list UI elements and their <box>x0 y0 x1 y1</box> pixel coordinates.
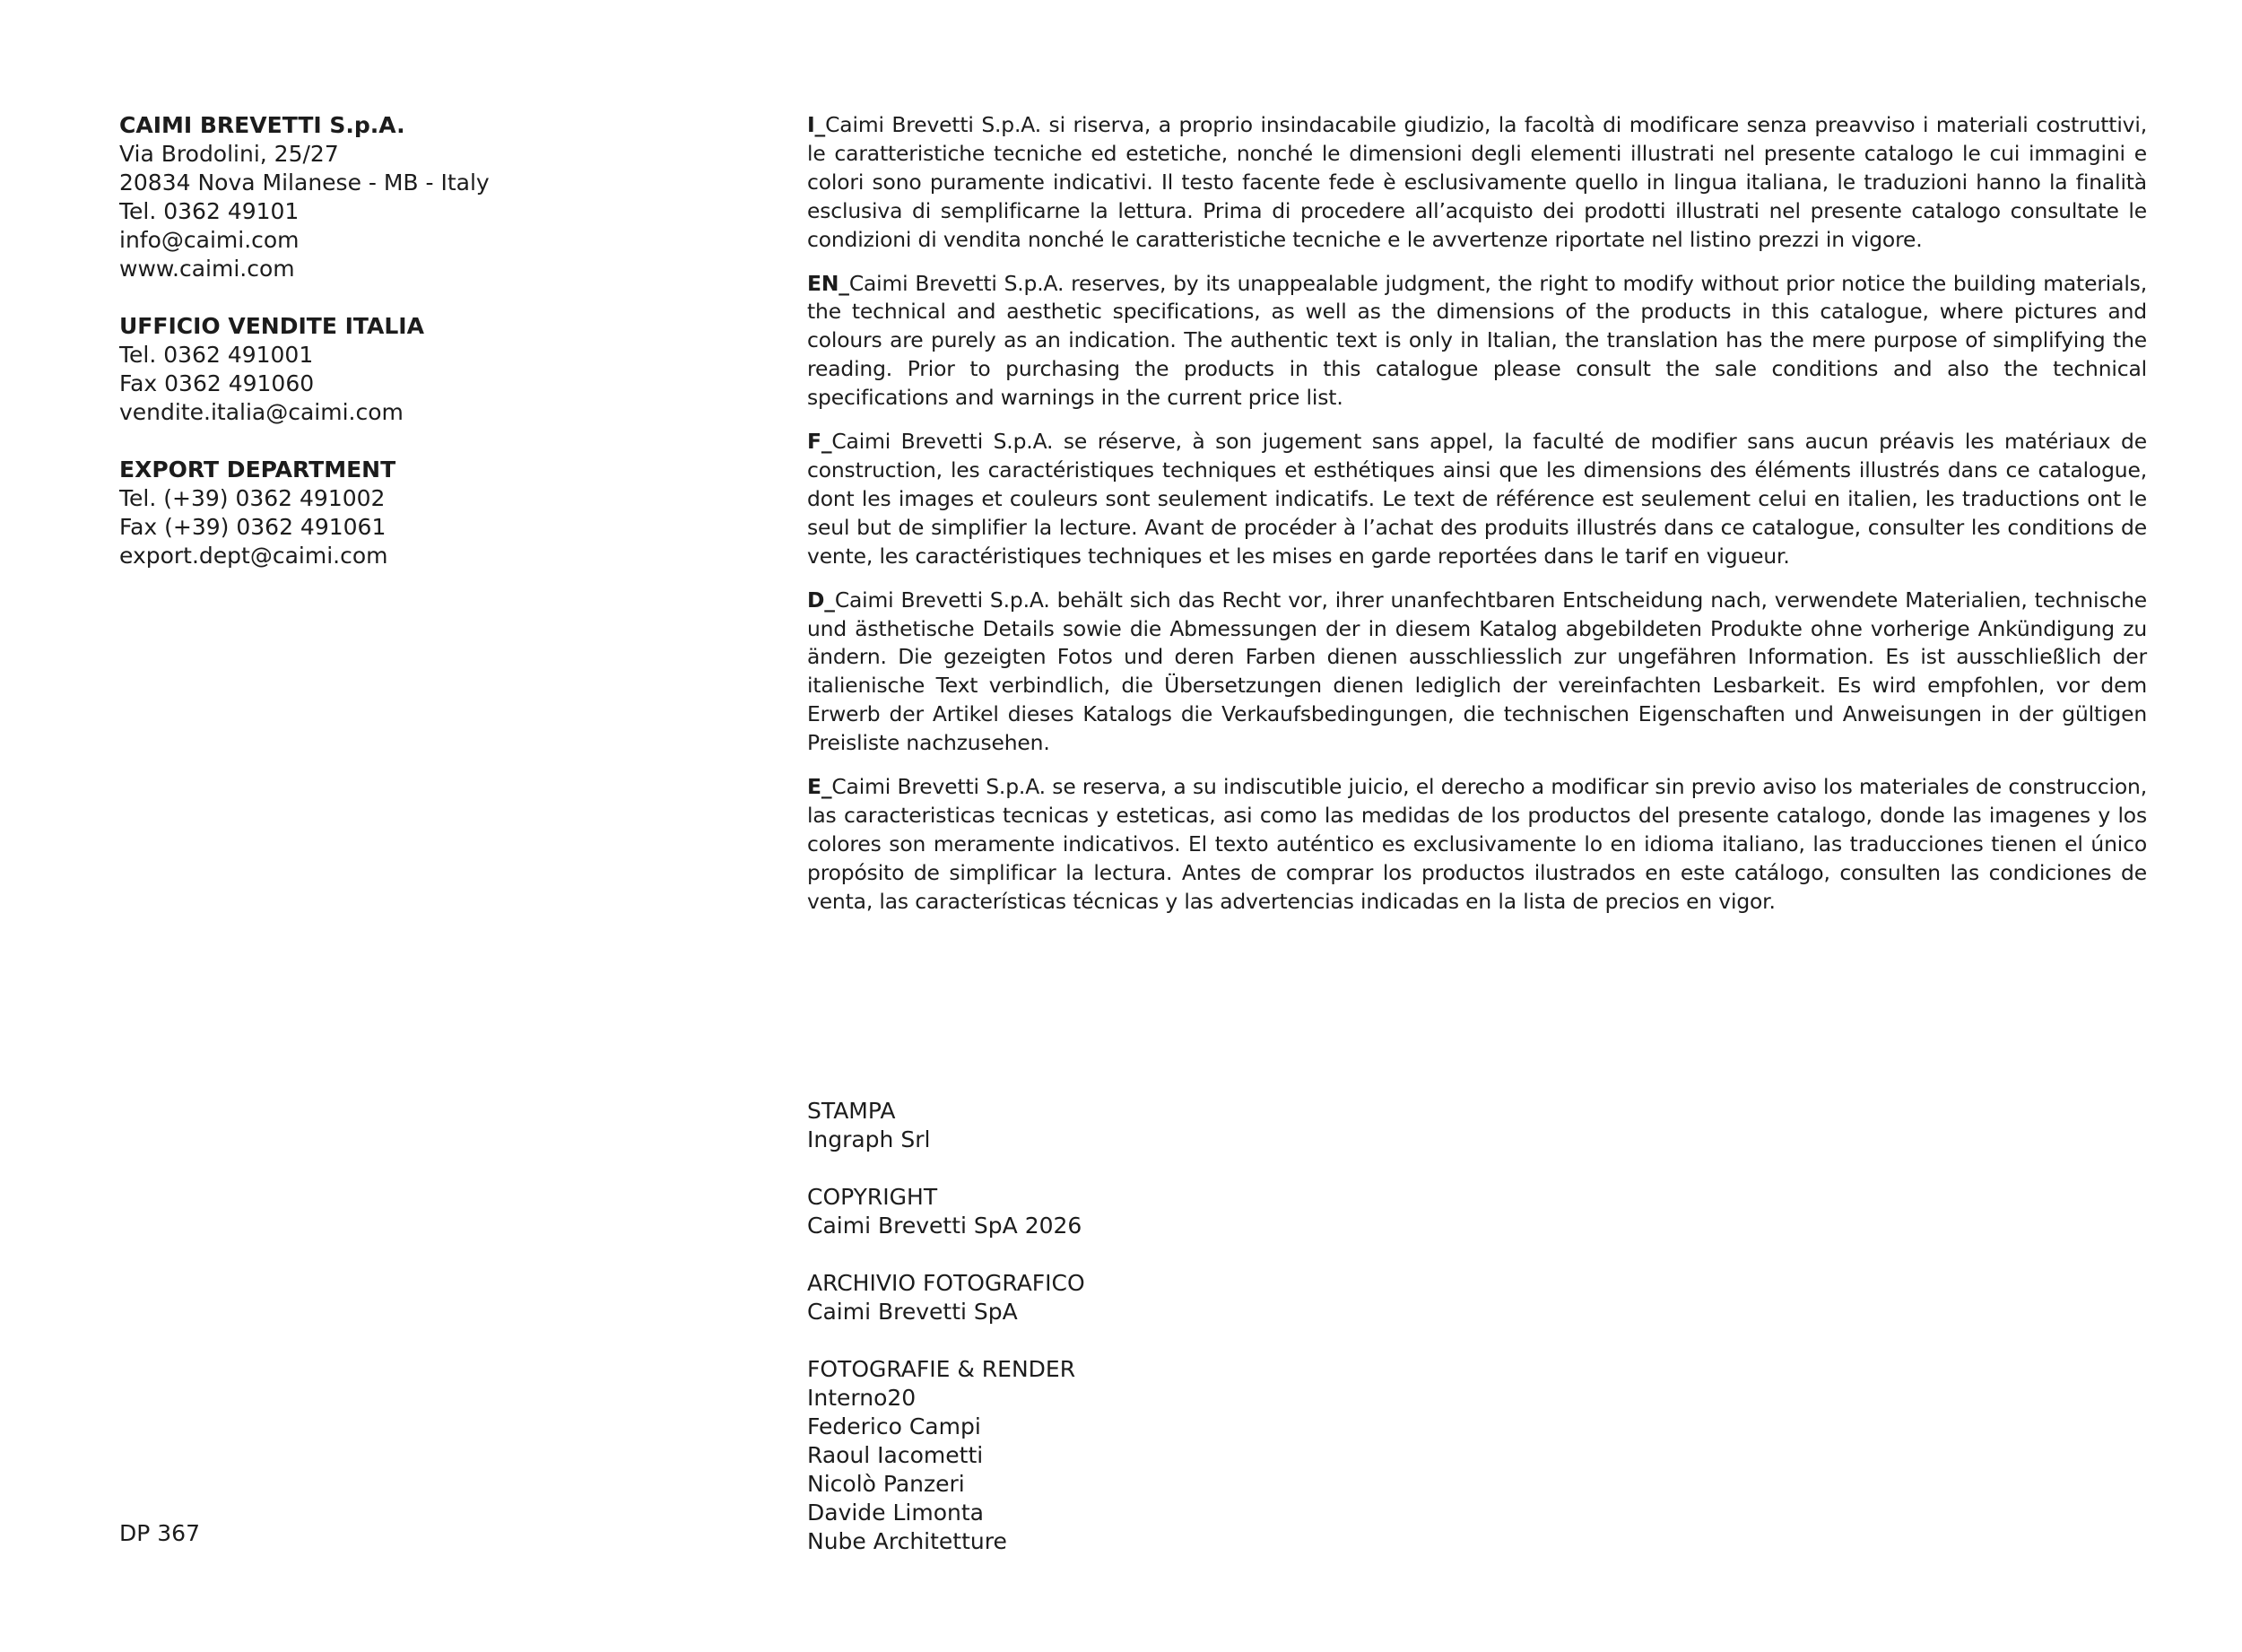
credit-entry: Caimi Brevetti SpA <box>807 1299 1018 1325</box>
credit-entry: Davide Limonta <box>807 1500 984 1526</box>
credit-photography <box>807 1355 1614 1556</box>
disclaimers-column <box>807 111 2147 932</box>
credit-print <box>807 1097 1614 1154</box>
export-heading: EXPORT DEPARTMENT <box>119 456 396 483</box>
disclaimer-text: Caimi Brevetti S.p.A. si riserva, a proprio insindacabile giudizio, la facoltà di modificare senza preavviso i materiali costruttivi, le caratteristiche tecniche ed estetiche, nonché le dimensioni degli elementi illustrati nel presente catalogo le cui immagini e colori sono puramente indicativi. Il testo facente fede è esclusivamente quello in lingua italiana, le traduzioni hanno la finalità esclusiva di semplificarne la lettura. Prima di procedere all’acquisto dei prodotti illustrati nel presente catalogo consultate le condizioni di vendita nonché le caratteristiche tecniche e le avvertenze riportate nel listino prezzi in vigore. <box>807 112 2147 252</box>
disclaimer-text: Caimi Brevetti S.p.A. se reserva, a su indiscutible juicio, el derecho a modificar sin previo aviso los materiales de construccion, las caracteristicas tecnicas y esteticas, asi como las medidas de los productos del presente catalogo, donde las imagenes y los colores son meramente indicativos. El texto auténtico es exclusivamente lo en idioma italiano, las traducciones tienen el único propósito de simplificar la lectura. Antes de comprar los productos ilustrados en este catálogo, consulten las condiciones de venta, las características técnicas y las advertencias indicadas en la lista de precios en vigor. <box>807 774 2147 914</box>
disclaimer-text: Caimi Brevetti S.p.A. reserves, by its unappealable judgment, the right to modify without prior notice the building materials, the technical and aesthetic specifications, as well as the dimensions of the products in this catalogue, where pictures and colours are purely as an indication. The authentic text is only in Italian, the translation has the mere purpose of simplifying the reading. Prior to purchasing the products in this catalogue please consult the sale conditions and also the technical specifications and warnings in the current price list. <box>807 270 2147 411</box>
credit-heading: COPYRIGHT <box>807 1184 938 1210</box>
export-fax: Fax (+39) 0362 491061 <box>119 514 387 540</box>
credit-entry: Nube Architetture <box>807 1528 1007 1554</box>
credit-heading: STAMPA <box>807 1098 896 1124</box>
disclaimer-text: Caimi Brevetti S.p.A. behält sich das Recht vor, ihrer unanfechtbaren Entscheidung nach, verwendete Materialien, technische und ästhetische Details sowie die Abmessungen der in diesem Katalog abgebildeten Produkte ohne vorherige Ankündigung zu ändern. Die gezeigten Fotos und deren Farben dienen ausschliesslich zur ungefähren Information. Es ist ausschließlich der italienische Text verbindlich, die Übersetzungen dienen lediglich der vereinfachten Lesbarkeit. Es wird empfohlen, vor dem Erwerb der Artikel dieses Katalogs die Verkaufsbedingungen, die technischen Eigenschaften und Anweisungen in der gültigen Preisliste nachzusehen. <box>807 587 2147 756</box>
company-contact <box>119 111 693 283</box>
credit-entry: Interno20 <box>807 1385 917 1411</box>
disclaimer-lang-code: I_ <box>807 112 826 137</box>
disclaimer-lang-code: F_ <box>807 429 832 455</box>
disclaimer-french <box>807 428 2147 571</box>
credit-entry: Caimi Brevetti SpA 2026 <box>807 1213 1082 1239</box>
sales-italy-heading: UFFICIO VENDITE ITALIA <box>119 313 424 339</box>
export-tel: Tel. (+39) 0362 491002 <box>119 485 386 511</box>
credit-entry: Raoul Iacometti <box>807 1442 984 1468</box>
credit-heading: ARCHIVIO FOTOGRAFICO <box>807 1270 1085 1296</box>
credit-entry: Federico Campi <box>807 1413 981 1439</box>
disclaimer-spanish <box>807 773 2147 917</box>
disclaimer-lang-code: D_ <box>807 587 835 613</box>
sales-italy-email[interactable]: vendite.italia@caimi.com <box>119 399 404 425</box>
credit-photo-archive <box>807 1269 1614 1326</box>
disclaimer-german <box>807 587 2147 758</box>
contacts-column <box>119 111 693 599</box>
disclaimer-lang-code: EN_ <box>807 270 849 296</box>
company-city: 20834 Nova Milanese - MB - Italy <box>119 170 490 196</box>
sales-italy-tel: Tel. 0362 491001 <box>119 342 314 368</box>
credit-entry: Ingraph Srl <box>807 1126 931 1152</box>
document-code: DP 367 <box>119 1520 200 1546</box>
disclaimer-text: Caimi Brevetti S.p.A. se réserve, à son jugement sans appel, la faculté de modifier sans aucun préavis les matériaux de construction, les caractéristiques techniques et esthétiques ainsi que les dimensions des éléments illustrés dans ce catalogue, dont les images et couleurs sont seulement indicatifs. Le text de référence est seulement celui en italien, les traductions ont le seul but de simplifier la lecture. Avant de procéder à l’achat des produits illustrés dans ce catalogue, consulter les conditions de vente, les caractéristiques techniques et les mises en garde reportées dans le tarif en vigueur. <box>807 429 2147 569</box>
company-tel: Tel. 0362 49101 <box>119 198 300 224</box>
credit-copyright <box>807 1183 1614 1240</box>
credit-heading: FOTOGRAFIE & RENDER <box>807 1356 1076 1382</box>
sales-italy-fax: Fax 0362 491060 <box>119 370 315 396</box>
disclaimer-italian <box>807 111 2147 255</box>
company-name: CAIMI BREVETTI S.p.A. <box>119 112 405 138</box>
export-email[interactable]: export.dept@caimi.com <box>119 543 388 569</box>
company-email[interactable]: info@caimi.com <box>119 227 300 253</box>
disclaimer-lang-code: E_ <box>807 774 832 800</box>
credits-section <box>807 1097 1614 1585</box>
disclaimer-english <box>807 270 2147 413</box>
credit-entry: Nicolò Panzeri <box>807 1471 965 1497</box>
sales-italy-contact <box>119 312 693 427</box>
company-address: Via Brodolini, 25/27 <box>119 141 339 167</box>
export-contact <box>119 456 693 570</box>
company-website[interactable]: www.caimi.com <box>119 256 295 282</box>
